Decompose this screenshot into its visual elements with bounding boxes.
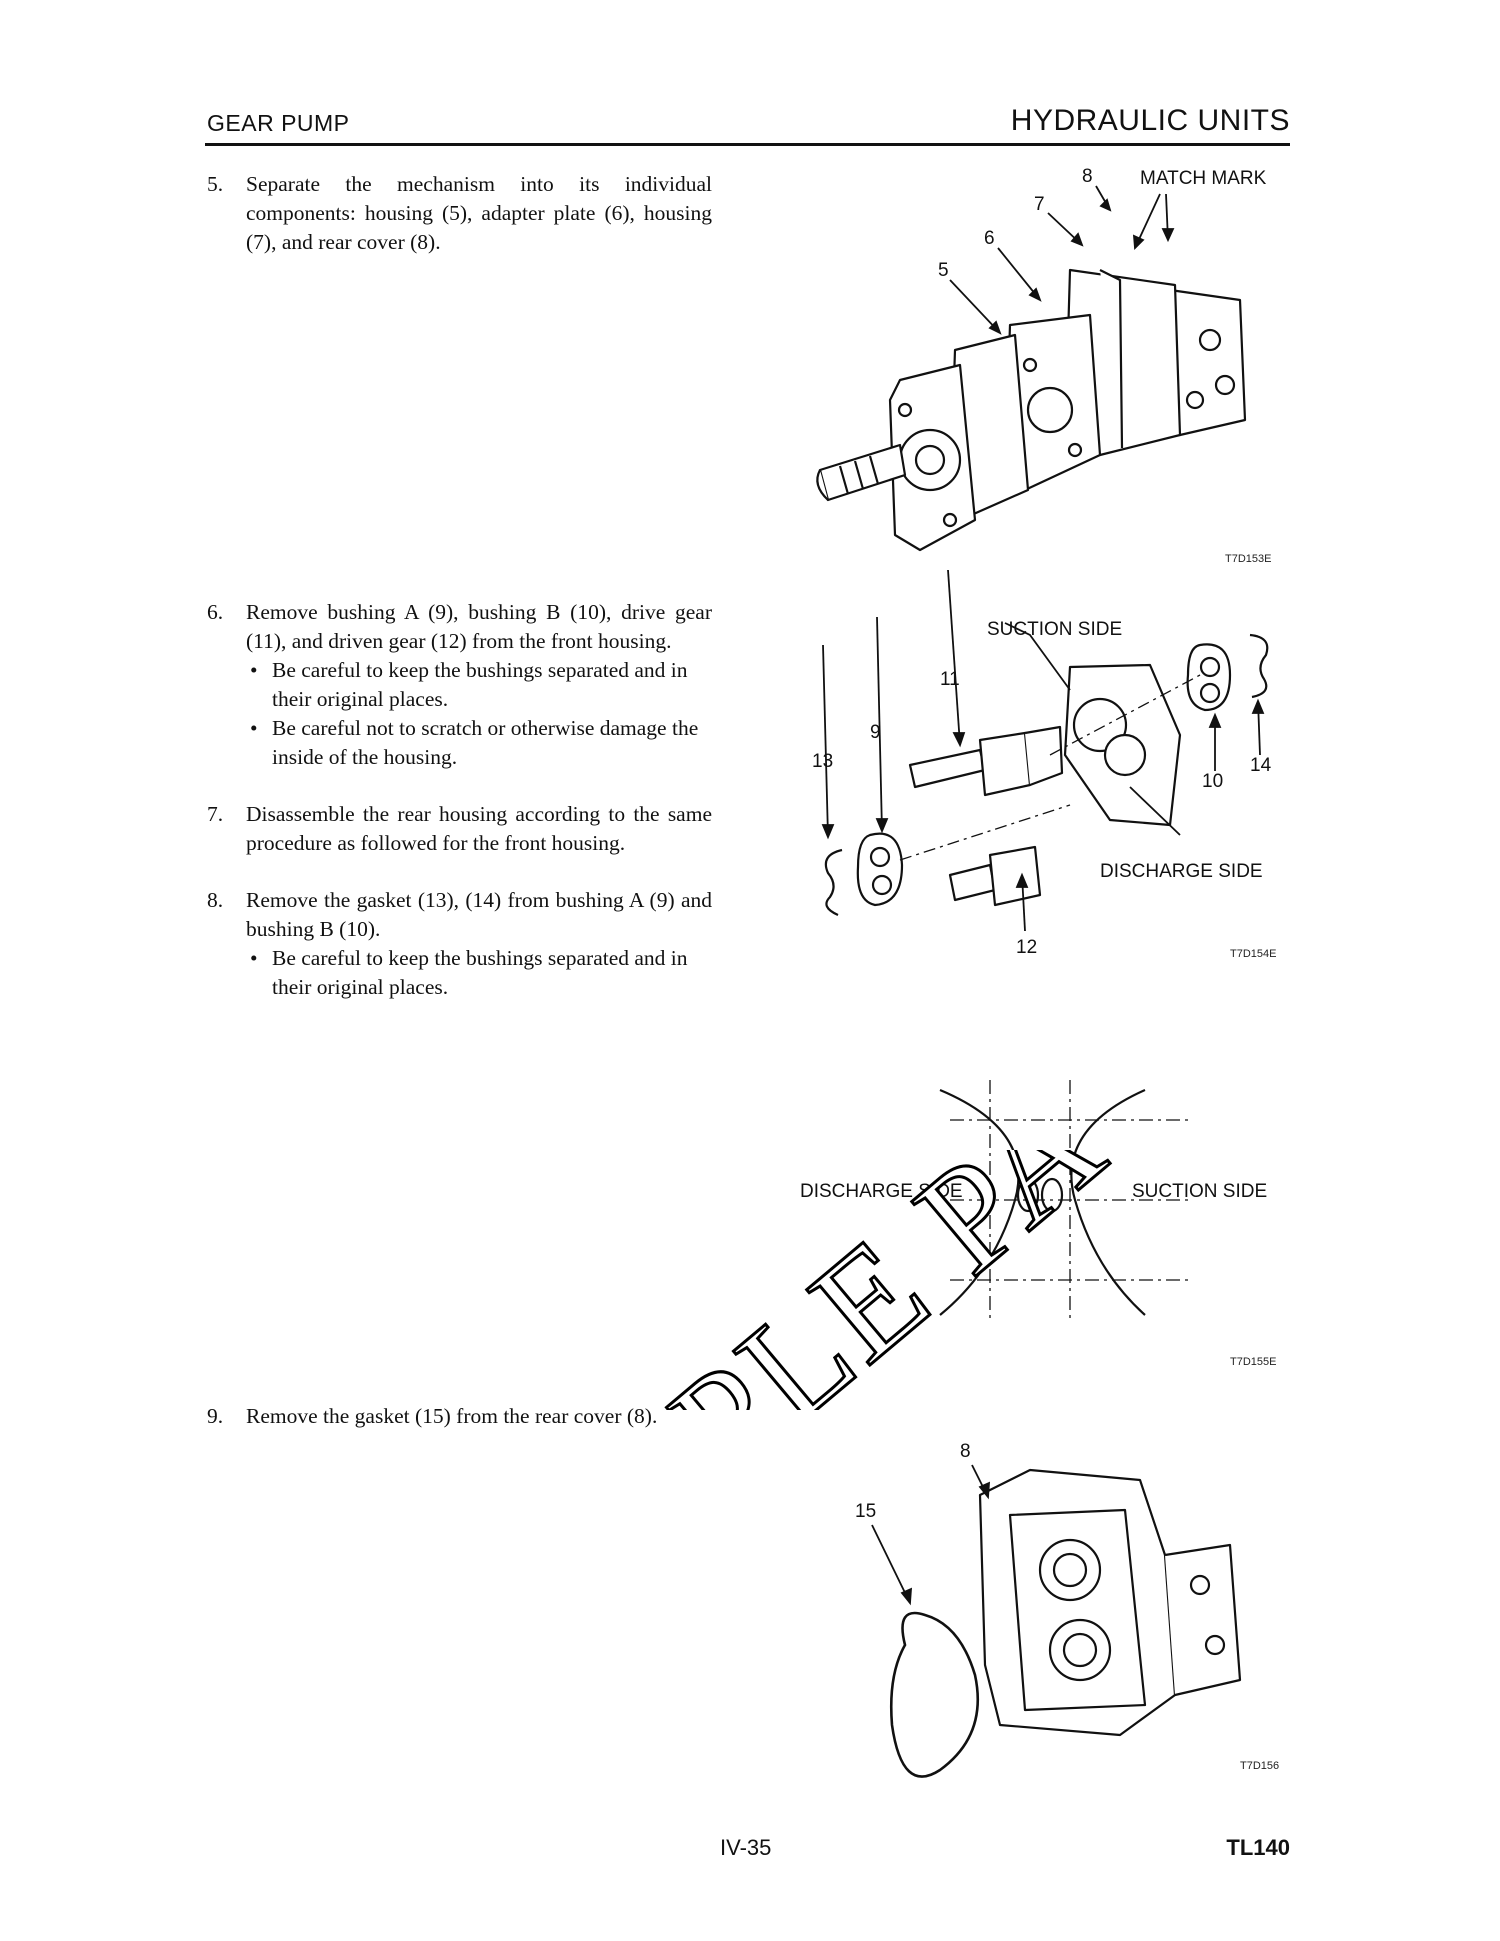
callout-6: 6 [984, 228, 995, 249]
section-title: GEAR PUMP [207, 110, 350, 136]
step-7 [207, 800, 712, 858]
discharge-side-label: DISCHARGE SIDE [1100, 861, 1263, 882]
step-number: 6. [207, 600, 224, 624]
discharge-side-label: DISCHARGE SIDE [800, 1181, 963, 1202]
callout-13: 13 [812, 751, 834, 772]
callout-8: 8 [1082, 166, 1093, 187]
figure-code: T7D155E [1230, 1356, 1277, 1368]
step-number: 7. [207, 802, 224, 826]
bullet-item: • Be careful to keep the bushings separated and in their original places. [250, 658, 688, 711]
figure-code: T7D156 [1240, 1760, 1280, 1772]
step-5 [207, 170, 712, 257]
callout-9: 9 [870, 722, 881, 743]
model-code: TL140 [1226, 1835, 1290, 1860]
pump-assembly-drawing [800, 166, 1290, 580]
step-text: Remove bushing A (9), bushing B (10), drive gear (11), and driven gear (12) from the front housing. [246, 600, 712, 653]
step-number: 8. [207, 888, 224, 912]
figure-pump-assembly [800, 166, 1290, 580]
suction-side-label: SUCTION SIDE [1132, 1181, 1268, 1202]
figure-exploded-gears [790, 605, 1290, 985]
figure-code: T7D154E [1230, 948, 1277, 960]
step-number: 5. [207, 172, 224, 196]
callout-12: 12 [1016, 937, 1038, 958]
step-text: Remove the gasket (13), (14) from bushing A (9) and bushing B (10). [246, 888, 712, 941]
page-number: IV-35 [720, 1835, 772, 1860]
callout-8: 8 [960, 1441, 971, 1462]
callout-10: 10 [1202, 771, 1224, 792]
header-rule [205, 143, 1290, 146]
step-6 [207, 598, 712, 772]
watermark-text [470, 1150, 1295, 1410]
rear-cover-drawing [830, 1435, 1290, 1775]
watermark-svg [470, 1150, 1470, 1410]
callout-14: 14 [1250, 755, 1272, 776]
bullet-item: • Be careful not to scratch or otherwise damage the inside of the housing. [250, 716, 699, 769]
step-text: Remove the gasket (15) from the rear cover (8). [246, 1404, 658, 1428]
callout-5: 5 [938, 260, 949, 281]
step-number: 9. [207, 1404, 224, 1428]
figure-code: T7D153E [1225, 553, 1272, 565]
callout-15: 15 [855, 1501, 877, 1522]
chapter-title: HYDRAULIC UNITS [1010, 104, 1290, 137]
step-8 [207, 886, 712, 1002]
bullet-item: • Be careful to keep the bushings separated and in their original places. [250, 946, 688, 999]
step-text: Disassemble the rear housing according to the same procedure as followed for the front housing. [246, 802, 712, 855]
callout-7: 7 [1034, 194, 1045, 215]
exploded-gears-drawing [790, 605, 1290, 985]
suction-side-label: SUCTION SIDE [987, 619, 1123, 640]
callout-11: 11 [940, 669, 960, 690]
figure-rear-cover [830, 1435, 1290, 1775]
step-text: Separate the mechanism into its individual components: housing (5), adapter plate (6), housing (7), and rear cover (8). [246, 172, 712, 254]
match-mark-label: MATCH MARK [1140, 168, 1267, 189]
sample-page-watermark [470, 1150, 1470, 1410]
